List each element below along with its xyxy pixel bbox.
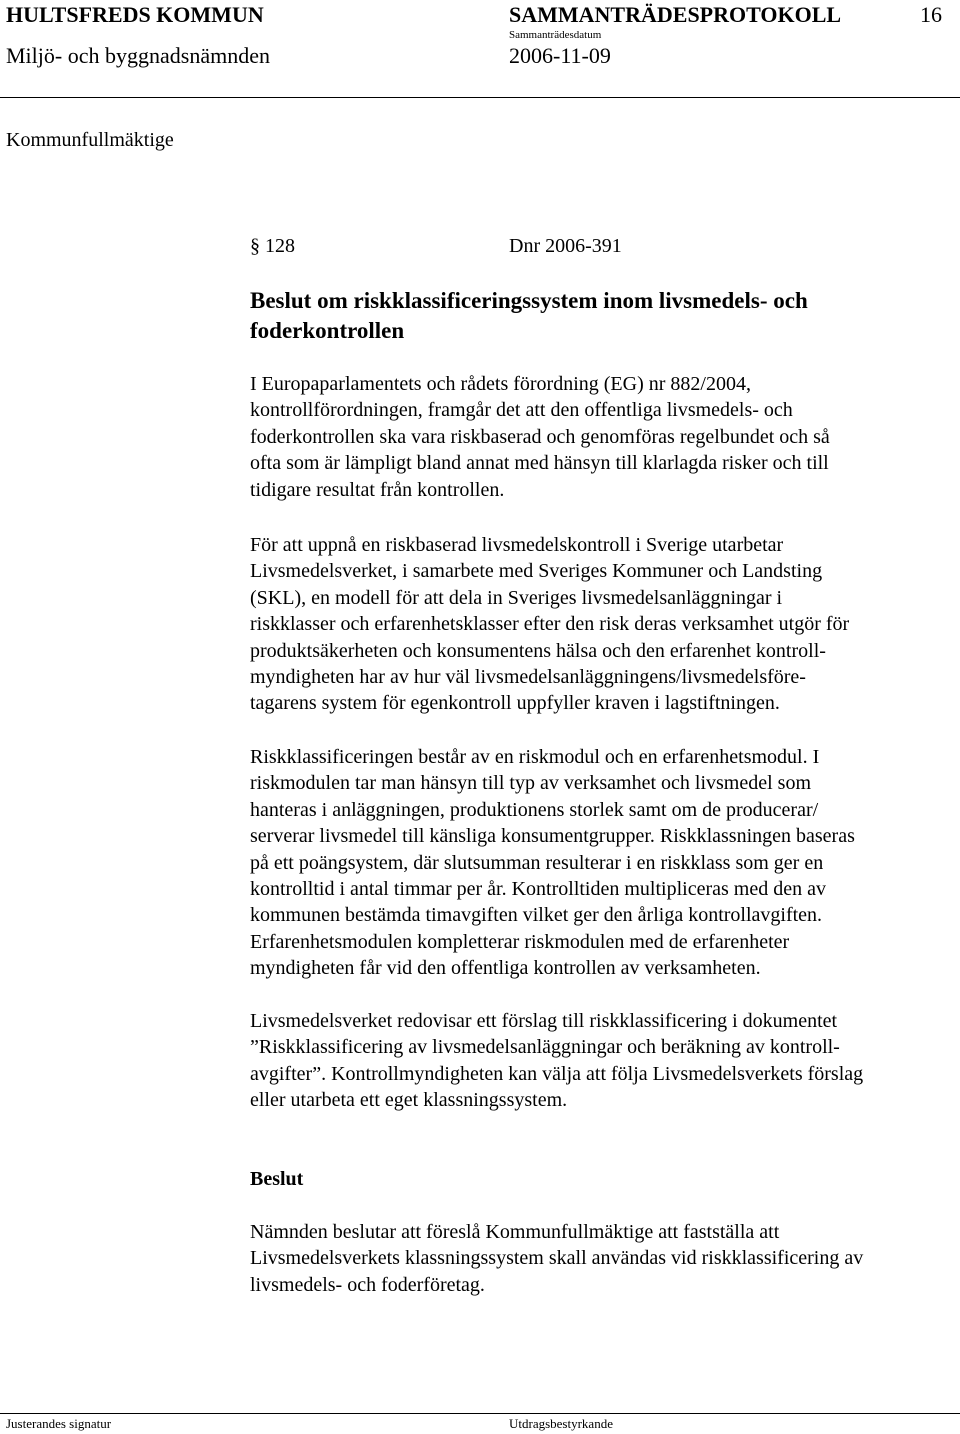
- text-line: För att uppnå en riskbaserad livsmedelskontroll i Sverige utarbetar: [250, 534, 784, 556]
- text-line: I Europaparlamentets och rådets förordning (EG) nr 882/2004,: [250, 373, 751, 395]
- meeting-date: 2006-11-09: [509, 43, 611, 68]
- text-line: eller utarbeta ett eget klassningssystem.: [250, 1089, 568, 1112]
- text-line: Erfarenhetsmodulen kompletterar riskmodulen med de erfarenheter: [250, 930, 790, 953]
- date-label: Sammanträdesdatum: [509, 29, 602, 41]
- decision-heading: Beslut: [250, 1168, 304, 1190]
- excerpt-label: Utdragsbestyrkande: [509, 1416, 613, 1431]
- text-line: Livsmedelsverket redovisar ett förslag till riskklassificering i dokumentet: [250, 1010, 838, 1032]
- municipality-name: HULTSFREDS KOMMUN: [6, 2, 264, 27]
- text-line: riskmodulen tar man hänsyn till typ av verksamhet och livsmedel som: [250, 772, 812, 795]
- text-line: på ett poängsystem, där slutsumman resulterar i en riskklass som ger en: [250, 851, 824, 874]
- header-divider: [0, 97, 960, 98]
- document-title: [250, 286, 808, 346]
- footer-divider: [0, 1413, 960, 1414]
- decision-text: [250, 1219, 956, 1298]
- committee-name: Miljö- och byggnadsnämnden: [6, 43, 270, 68]
- text-line: myndigheten får vid den offentliga kontrollen av verksamheten.: [250, 957, 761, 980]
- text-line: produktsäkerheten och konsumentens hälsa och den erfarenhet kontroll-: [250, 639, 826, 662]
- paragraph-1: [250, 371, 956, 503]
- paragraph-number: § 128: [250, 235, 295, 257]
- text-line: riskklasser och erfarenhetsklasser efter den risk deras verksamhet utgör för: [250, 613, 850, 636]
- title-line: Beslut om riskklassificeringssystem inom livsmedels- och: [250, 288, 808, 313]
- text-line: ofta som är lämpligt bland annat med hänsyn till klarlagda risker och till: [250, 452, 829, 475]
- text-line: hanteras i anläggningen, produktionens storlek samt om de producerar/: [250, 798, 819, 821]
- paragraph-4: [250, 1008, 956, 1114]
- paragraph-3: [250, 744, 956, 982]
- paragraph-2: [250, 532, 956, 717]
- recipient: Kommunfullmäktige: [6, 129, 174, 151]
- text-line: kommunen bestämda timavgiften vilket ger den årliga kontrollavgiften.: [250, 904, 823, 927]
- text-line: Livsmedelsverket, i samarbete med Sveriges Kommuner och Landsting: [250, 560, 823, 583]
- text-line: foderkontrollen ska vara riskbaserad och genomföras regelbundet och så: [250, 425, 830, 448]
- text-line: tidigare resultat från kontrollen.: [250, 478, 505, 501]
- text-line: ”Riskklassificering av livsmedelsanläggningar och beräkning av kontroll-: [250, 1036, 840, 1059]
- text-line: kontrolltid i antal timmar per år. Kontrolltiden multipliceras med den av: [250, 878, 826, 901]
- case-number: Dnr 2006-391: [509, 235, 622, 257]
- text-line: tagarens system för egenkontroll uppfyller kraven i lagstiftningen.: [250, 692, 780, 715]
- text-line: Riskklassificeringen består av en riskmodul och en erfarenhetsmodul. I: [250, 746, 820, 768]
- page-number: 16: [920, 2, 942, 27]
- text-line: Livsmedelsverkets klassningssystem skall användas vid riskklassificering av: [250, 1247, 864, 1270]
- signature-label: Justerandes signatur: [6, 1416, 112, 1431]
- text-line: myndigheten har av hur väl livsmedelsanläggningens/livsmedelsföre-: [250, 666, 806, 689]
- text-line: serverar livsmedel till känsliga konsumentgrupper. Riskklassningen baseras: [250, 825, 855, 848]
- text-line: Nämnden beslutar att föreslå Kommunfullmäktige att fastställa att: [250, 1221, 780, 1243]
- title-line: foderkontrollen: [250, 318, 405, 343]
- text-line: (SKL), en modell för att dela in Sveriges livsmedelsanläggningar i: [250, 586, 783, 609]
- protocol-title: SAMMANTRÄDESPROTOKOLL: [509, 2, 842, 27]
- text-line: kontrollförordningen, framgår det att den offentliga livsmedels- och: [250, 399, 793, 422]
- text-line: livsmedels- och foderföretag.: [250, 1273, 485, 1296]
- text-line: avgifter”. Kontrollmyndigheten kan välja att följa Livsmedelsverkets förslag: [250, 1062, 864, 1085]
